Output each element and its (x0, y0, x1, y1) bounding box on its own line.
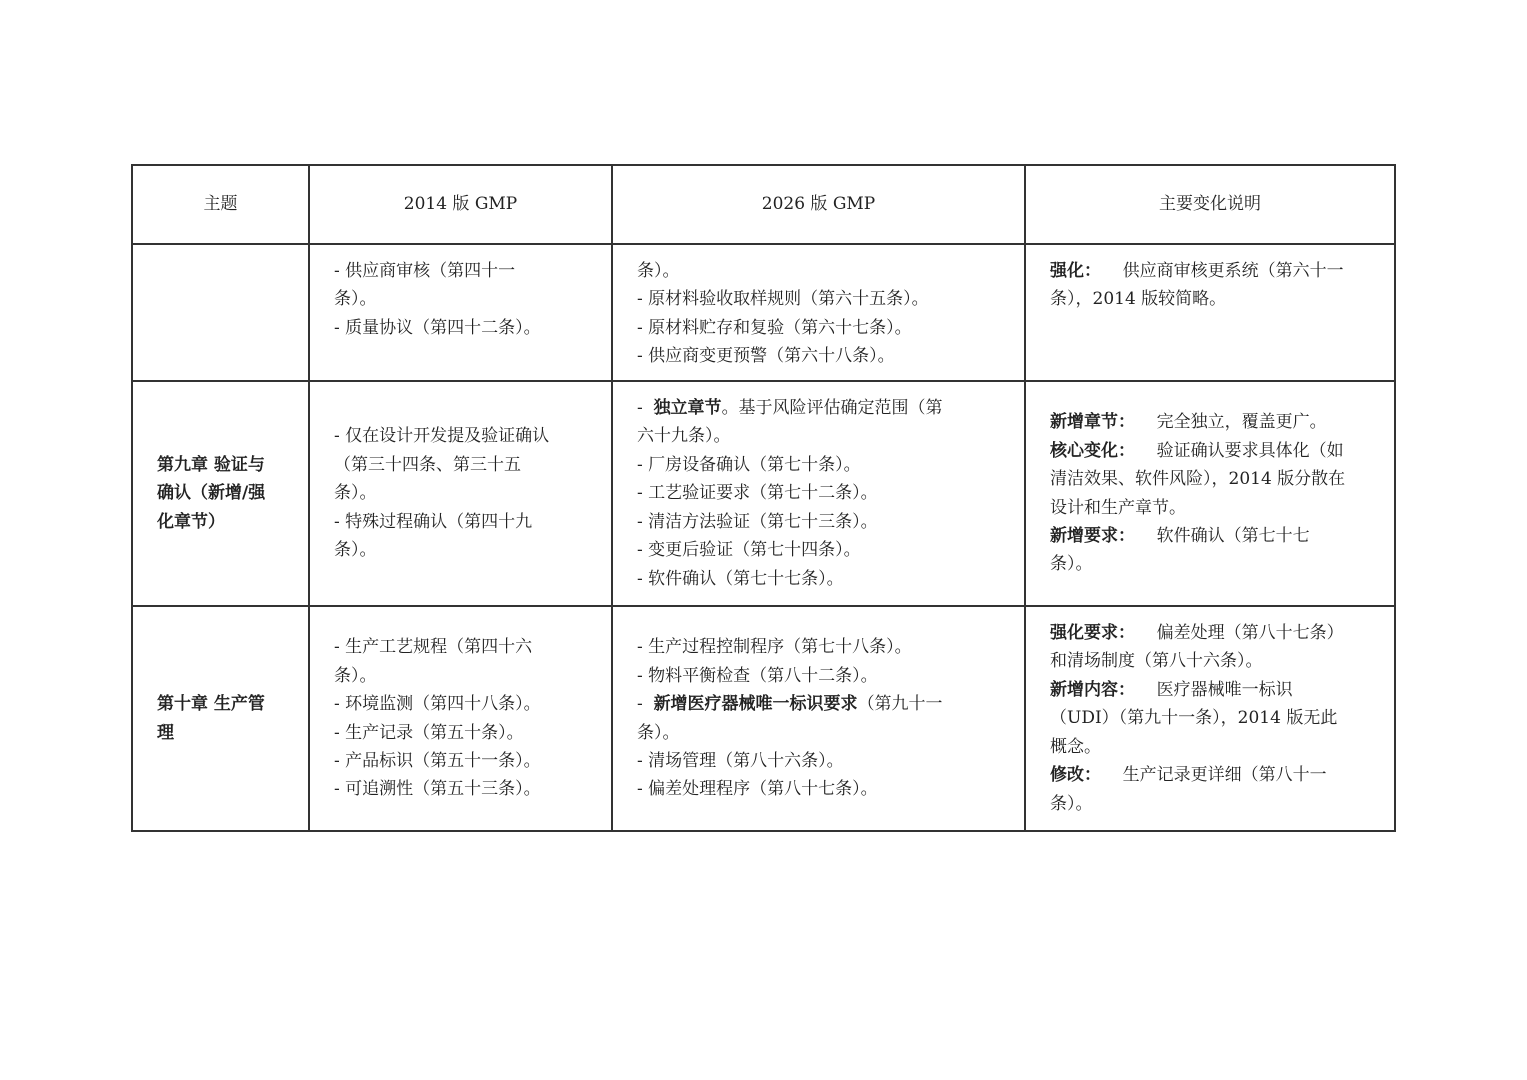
header-changes: 主要变化说明 (1025, 165, 1395, 244)
cell-line (334, 633, 611, 661)
cell-line (637, 536, 1024, 564)
topic-cell (132, 381, 309, 606)
cell-line (637, 422, 1024, 450)
cell-line (334, 662, 611, 690)
gmp-2026-cell (612, 244, 1025, 381)
line-text: 条）。 (637, 722, 680, 743)
line-text: - 可追溯性（第五十三条）。 (334, 779, 541, 800)
line-text: 设计和生产章节。 (1050, 497, 1186, 518)
line-text: 偏差处理（第八十七条） (1135, 623, 1344, 644)
cell-line (1050, 550, 1394, 578)
gmp-2014-cell (309, 606, 612, 831)
cell-line (637, 394, 1024, 422)
topic-cell (132, 244, 309, 381)
line-text: - 生产工艺规程（第四十六 (334, 637, 533, 658)
line-text: 供应商审核更系统（第六十一 (1101, 261, 1344, 281)
cell-line (1050, 257, 1394, 285)
header-row (132, 165, 1395, 244)
line-text: 医疗器械唯一标识 (1135, 679, 1293, 700)
cell-line (637, 690, 1024, 718)
cell-line (334, 422, 611, 450)
bold-label: 化章节） (157, 511, 225, 532)
cell-line (334, 719, 611, 747)
line-text: 条）。 (637, 261, 680, 281)
line-text: 条）。 (1050, 554, 1093, 575)
header-topic: 主题 (132, 165, 309, 244)
cell-line (637, 314, 1024, 342)
line-text: 条）。 (334, 540, 377, 561)
line-text: 软件确认（第七十七 (1135, 525, 1310, 546)
cell-line (334, 747, 611, 775)
bold-label: 理 (157, 722, 174, 743)
gmp-2014-cell (309, 381, 612, 606)
bold-label: 独立章节 (653, 398, 722, 419)
bold-label: 新增要求： (1050, 525, 1135, 546)
line-text: （第三十四条、第三十五 (334, 454, 521, 475)
line-text: - (637, 694, 654, 715)
cell-line (637, 508, 1024, 536)
bold-label: 强化要求： (1050, 623, 1135, 644)
cell-line (637, 565, 1024, 593)
bold-label: 第十章 生产管 (157, 694, 265, 715)
cell-line (1050, 494, 1394, 522)
cell-line (157, 451, 308, 479)
line-text: - 生产过程控制程序（第七十八条）。 (637, 637, 912, 658)
bold-label: 第九章 验证与 (157, 454, 265, 475)
cell-line (637, 747, 1024, 775)
line-text: 验证确认要求具体化（如 (1135, 440, 1344, 461)
cell-line (334, 536, 611, 564)
cell-line (1050, 790, 1394, 818)
line-text: - 生产记录（第五十条）。 (334, 722, 524, 743)
cell-line (334, 508, 611, 536)
cell-line (637, 662, 1024, 690)
cell-line (1050, 733, 1394, 761)
cell-line (157, 479, 308, 507)
cell-line (1050, 437, 1394, 465)
bold-label: 修改： (1050, 765, 1101, 786)
cell-line (637, 479, 1024, 507)
header-2026: 2026 版 GMP (612, 165, 1025, 244)
bold-label: 新增医疗器械唯一标识要求 (653, 694, 858, 715)
table-row (132, 244, 1395, 381)
line-text: （第九十一 (857, 694, 943, 715)
line-text: - 供应商审核（第四十一 (334, 261, 516, 281)
cell-line (334, 775, 611, 803)
cell-line (157, 690, 308, 718)
cell-line (637, 633, 1024, 661)
line-text: 生产记录更详细（第八十一 (1101, 765, 1327, 786)
table-row (132, 381, 1395, 606)
line-text: - 供应商变更预警（第六十八条）。 (637, 346, 895, 367)
line-text: - 厂房设备确认（第七十条）。 (637, 454, 861, 475)
gmp-2026-cell (612, 606, 1025, 831)
line-text: 条）。 (334, 665, 377, 686)
line-text: - 物料平衡检查（第八十二条）。 (637, 665, 878, 686)
gmp-2014-cell (309, 244, 612, 381)
cell-line (637, 451, 1024, 479)
gmp-2026-cell (612, 381, 1025, 606)
changes-cell (1025, 606, 1395, 831)
cell-line (1050, 704, 1394, 732)
line-text: - 质量协议（第四十二条）。 (334, 317, 541, 338)
cell-line (637, 285, 1024, 313)
cell-line (1050, 676, 1394, 704)
cell-line (334, 479, 611, 507)
header-2014: 2014 版 GMP (309, 165, 612, 244)
line-text: 清洁效果、软件风险），2014 版分散在 (1050, 469, 1346, 490)
cell-line (1050, 522, 1394, 550)
cell-line (637, 342, 1024, 370)
line-text: - 偏差处理程序（第八十七条）。 (637, 779, 878, 800)
bold-label: 确认（新增/强 (157, 483, 266, 504)
line-text: 概念。 (1050, 736, 1101, 757)
line-text: - 原材料验收取样规则（第六十五条）。 (637, 289, 929, 310)
line-text: - 清场管理（第八十六条）。 (637, 750, 844, 771)
cell-line (157, 719, 308, 747)
line-text: - 仅在设计开发提及验证确认 (334, 426, 550, 447)
changes-cell (1025, 381, 1395, 606)
gmp-comparison-table (131, 164, 1396, 832)
table-row (132, 606, 1395, 831)
cell-line (157, 508, 308, 536)
line-text: 条）。 (334, 483, 377, 504)
cell-line (637, 775, 1024, 803)
cell-line (334, 690, 611, 718)
bold-label: 新增内容： (1050, 679, 1135, 700)
cell-line (1050, 619, 1394, 647)
line-text: 条），2014 版较简略。 (1050, 289, 1227, 310)
topic-cell (132, 606, 309, 831)
line-text: - 特殊过程确认（第四十九 (334, 511, 533, 532)
line-text: - 软件确认（第七十七条）。 (637, 568, 844, 589)
line-text: 。基于风险评估确定范围（第 (721, 398, 943, 419)
line-text: （UDI）（第九十一条），2014 版无此 (1050, 708, 1338, 729)
cell-line (334, 285, 611, 313)
cell-line (334, 257, 611, 285)
cell-line (1050, 647, 1394, 675)
cell-line (1050, 465, 1394, 493)
line-text: - (637, 398, 654, 419)
line-text: - 原材料贮存和复验（第六十七条）。 (637, 317, 912, 338)
cell-line (637, 257, 1024, 285)
cell-line (1050, 761, 1394, 789)
line-text: - 变更后验证（第七十四条）。 (637, 540, 861, 561)
changes-cell (1025, 244, 1395, 381)
line-text: 和清场制度（第八十六条）。 (1050, 651, 1263, 672)
cell-line (334, 314, 611, 342)
bold-label: 强化： (1050, 261, 1101, 281)
line-text: - 环境监测（第四十八条）。 (334, 694, 541, 715)
line-text: 完全独立，覆盖更广。 (1135, 412, 1327, 433)
line-text: - 工艺验证要求（第七十二条）。 (637, 483, 878, 504)
cell-line (1050, 285, 1394, 313)
cell-line (334, 451, 611, 479)
line-text: 条）。 (1050, 793, 1093, 814)
bold-label: 新增章节： (1050, 412, 1135, 433)
line-text: 条）。 (334, 289, 377, 310)
cell-line (1050, 408, 1394, 436)
cell-line (637, 719, 1024, 747)
line-text: 六十九条）。 (637, 426, 731, 447)
line-text: - 清洁方法验证（第七十三条）。 (637, 511, 878, 532)
bold-label: 核心变化： (1050, 440, 1135, 461)
line-text: - 产品标识（第五十一条）。 (334, 750, 541, 771)
